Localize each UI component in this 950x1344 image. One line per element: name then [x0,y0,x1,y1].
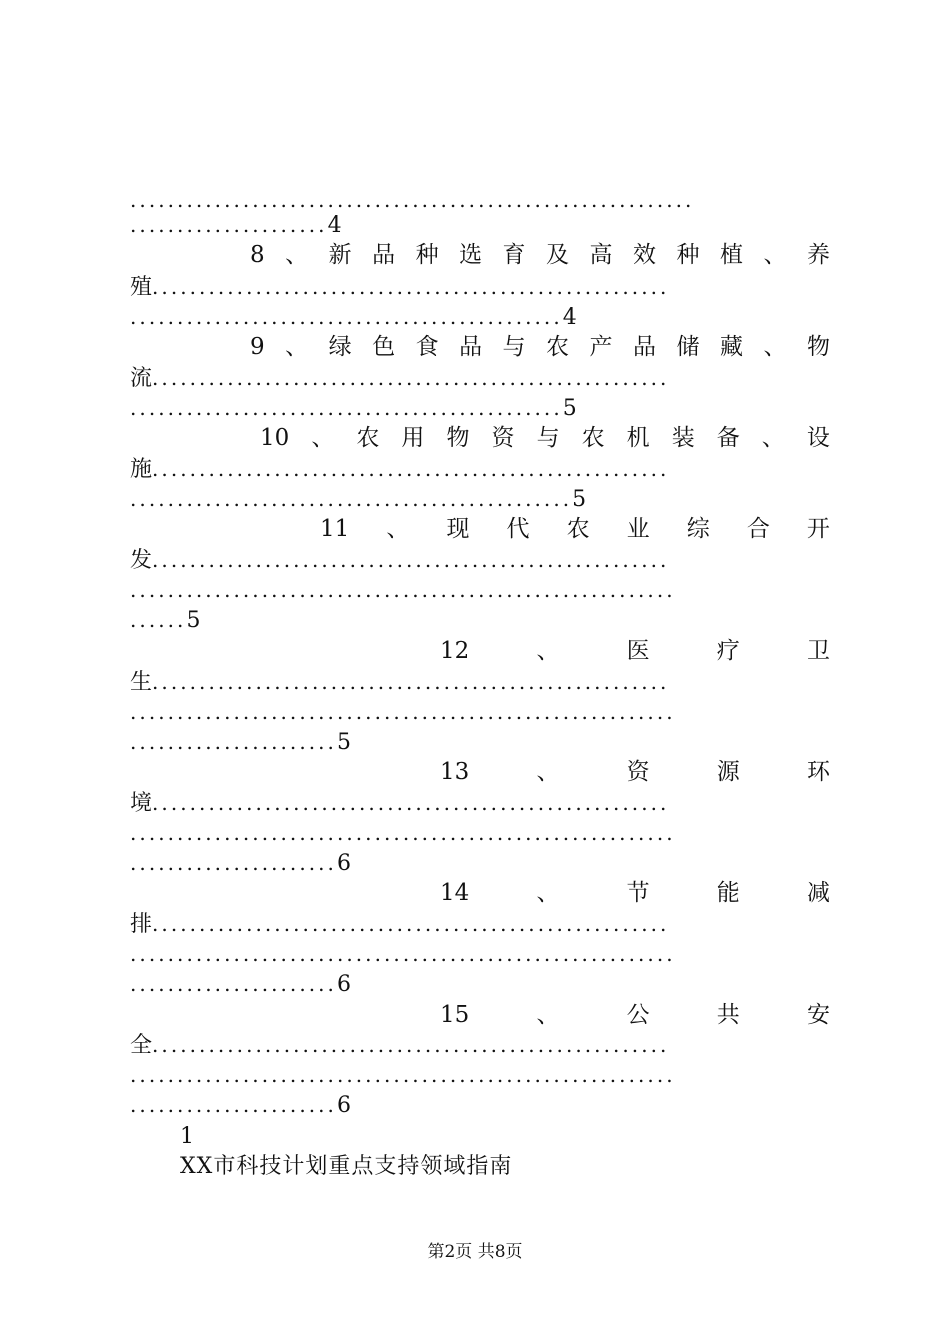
toc-dot-leader: .....................4 [130,213,342,238]
toc-entry-wrap-char: 排 [130,912,153,937]
toc-dot-leader: 境....................................................... [130,791,670,816]
toc-entry-char: 藏 [719,334,743,360]
toc-entry-char: 代 [506,516,530,542]
toc-dot-leader: .......................................................... [130,1063,676,1087]
toc-dot-leader: ......................6 [130,851,351,876]
toc-entry-char: 品 [459,334,483,360]
toc-entry-char: 、 [386,516,410,542]
toc-page-number: 4 [562,305,577,330]
toc-entry-wrap-char: 殖 [130,275,153,300]
toc-entry-char: 卫 [806,638,830,664]
toc-dot-leader: ...............................................5 [130,487,587,512]
toc-entry-char: 开 [806,516,830,542]
toc-entry-char: 公 [626,1002,650,1028]
toc-entry-wrap-char: 施 [130,457,153,482]
toc-entry-char: 产 [589,334,613,360]
toc-entry-char: 效 [633,242,656,268]
toc-entry-number: 8 [250,242,265,268]
toc-entry-char: 共 [716,1002,740,1028]
toc-entry-wrap-char: 境 [130,791,153,816]
toc-entry-number: 10 [260,425,290,451]
toc-entry-char: 、 [536,1002,560,1028]
toc-entry-char: 资 [626,759,650,785]
toc-entry-heading [320,514,830,544]
toc-dot-leader: ......................6 [130,1093,351,1118]
toc-entry-char: 新 [328,242,352,268]
toc-entry-char: 设 [806,425,830,451]
page-marker: 1 [180,1124,194,1149]
toc-page-number: 4 [327,213,342,238]
toc-entry-char: 及 [546,242,570,268]
toc-entry-char: 农 [581,425,605,451]
toc-entry-char: 与 [502,334,526,360]
toc-page-number: 6 [336,851,351,876]
toc-dot-leader: .......................................................... [130,821,676,845]
toc-dot-leader: 殖....................................................... [130,275,670,300]
toc-entry-wrap-char: 生 [130,670,153,695]
toc-entry-char: 农 [356,425,380,451]
toc-entry-heading [260,423,830,453]
toc-entry-char: 装 [671,425,695,451]
toc-entry-char: 业 [626,516,650,542]
toc-entry-char: 、 [763,242,787,268]
toc-page-number: 5 [562,396,577,421]
toc-entry-wrap-char: 发 [130,548,153,573]
page-footer: 第2页 共8页 [427,1242,523,1262]
toc-entry-heading [250,332,830,362]
toc-entry-char: 、 [311,425,335,451]
toc-entry-char: 、 [761,425,785,451]
toc-entry-heading [440,1000,830,1030]
toc-entry-char: 物 [806,334,830,360]
toc-dot-leader: ......................6 [130,972,351,997]
toc-entry-char: 医 [626,638,650,664]
toc-dot-leader: ......................5 [130,730,351,755]
toc-entry-char: 综 [686,516,710,542]
toc-entry-char: 种 [415,242,439,268]
toc-entry-number: 14 [440,880,470,906]
toc-entry-char: 节 [626,880,650,906]
toc-entry-heading [440,878,830,908]
toc-entry-char: 物 [446,425,470,451]
toc-dot-leader: .......................................................... [130,700,676,724]
toc-dot-leader: 全....................................................... [130,1033,670,1058]
toc-entry-char: 色 [372,334,396,360]
toc-entry-wrap-char: 全 [130,1033,153,1058]
toc-dot-leader: ......5 [130,608,201,633]
toc-entry-number: 12 [440,638,470,664]
toc-entry-number: 15 [440,1002,470,1028]
toc-entry-char: 种 [676,242,700,268]
toc-entry-char: 育 [502,242,526,268]
toc-entry-char: 备 [716,425,740,451]
toc-entry-char: 合 [746,516,770,542]
document-title: XX市科技计划重点支持领域指南 [180,1154,513,1179]
toc-dot-leader: 排....................................................... [130,912,670,937]
toc-entry-char: 高 [589,242,613,268]
toc-entry-char: 、 [763,334,787,360]
toc-dot-leader: ..............................................5 [130,396,577,421]
toc-dot-leader: ..............................................4 [130,305,577,330]
toc-entry-char: 、 [536,638,560,664]
toc-page-number: 5 [336,730,351,755]
toc-entry-char: 用 [401,425,425,451]
toc-entry-heading [440,636,830,666]
toc-entry-char: 、 [536,880,560,906]
toc-entry-char: 现 [446,516,470,542]
toc-entry-char: 绿 [328,334,352,360]
toc-entry-char: 、 [285,242,309,268]
toc-entry-char: 能 [716,880,740,906]
toc-page-number: 6 [336,1093,351,1118]
toc-entry-char: 农 [546,334,570,360]
toc-entry-number: 11 [320,516,350,542]
toc-entry-char: 与 [536,425,560,451]
toc-entry-char: 、 [536,759,560,785]
toc-entry-heading [250,240,830,270]
toc-entry-wrap-char: 流 [130,366,153,391]
toc-dot-leader: 施....................................................... [130,457,670,482]
toc-entry-char: 安 [806,1002,830,1028]
toc-entry-number: 9 [250,334,265,360]
toc-dot-leader: 发....................................................... [130,548,670,573]
toc-entry-char: 食 [415,334,439,360]
toc-entry-char: 、 [285,334,309,360]
toc-entry-char: 养 [806,242,830,268]
toc-entry-char: 机 [626,425,650,451]
toc-entry-char: 储 [676,334,700,360]
toc-page-number: 5 [186,608,201,633]
toc-page-number: 5 [572,487,587,512]
toc-entry-char: 减 [806,880,830,906]
toc-entry-heading [440,757,830,787]
toc-dot-leader: 流....................................................... [130,366,670,391]
toc-entry-number: 13 [440,759,470,785]
toc-page-number: 6 [336,972,351,997]
toc-entry-char: 源 [716,759,740,785]
toc-entry-char: 资 [491,425,515,451]
toc-entry-char: 品 [372,242,396,268]
toc-dot-leader: .......................................................... [130,578,676,602]
toc-dot-leader: 生....................................................... [130,670,670,695]
toc-dot-leader: .......................................................... [130,942,676,966]
toc-entry-char: 植 [719,242,743,268]
toc-entry-char: 品 [633,334,656,360]
toc-entry-char: 选 [459,242,483,268]
toc-entry-char: 农 [566,516,590,542]
toc-entry-char: 疗 [716,638,740,664]
toc-dot-leader: ............................................................ [130,188,695,212]
toc-entry-char: 环 [806,759,830,785]
